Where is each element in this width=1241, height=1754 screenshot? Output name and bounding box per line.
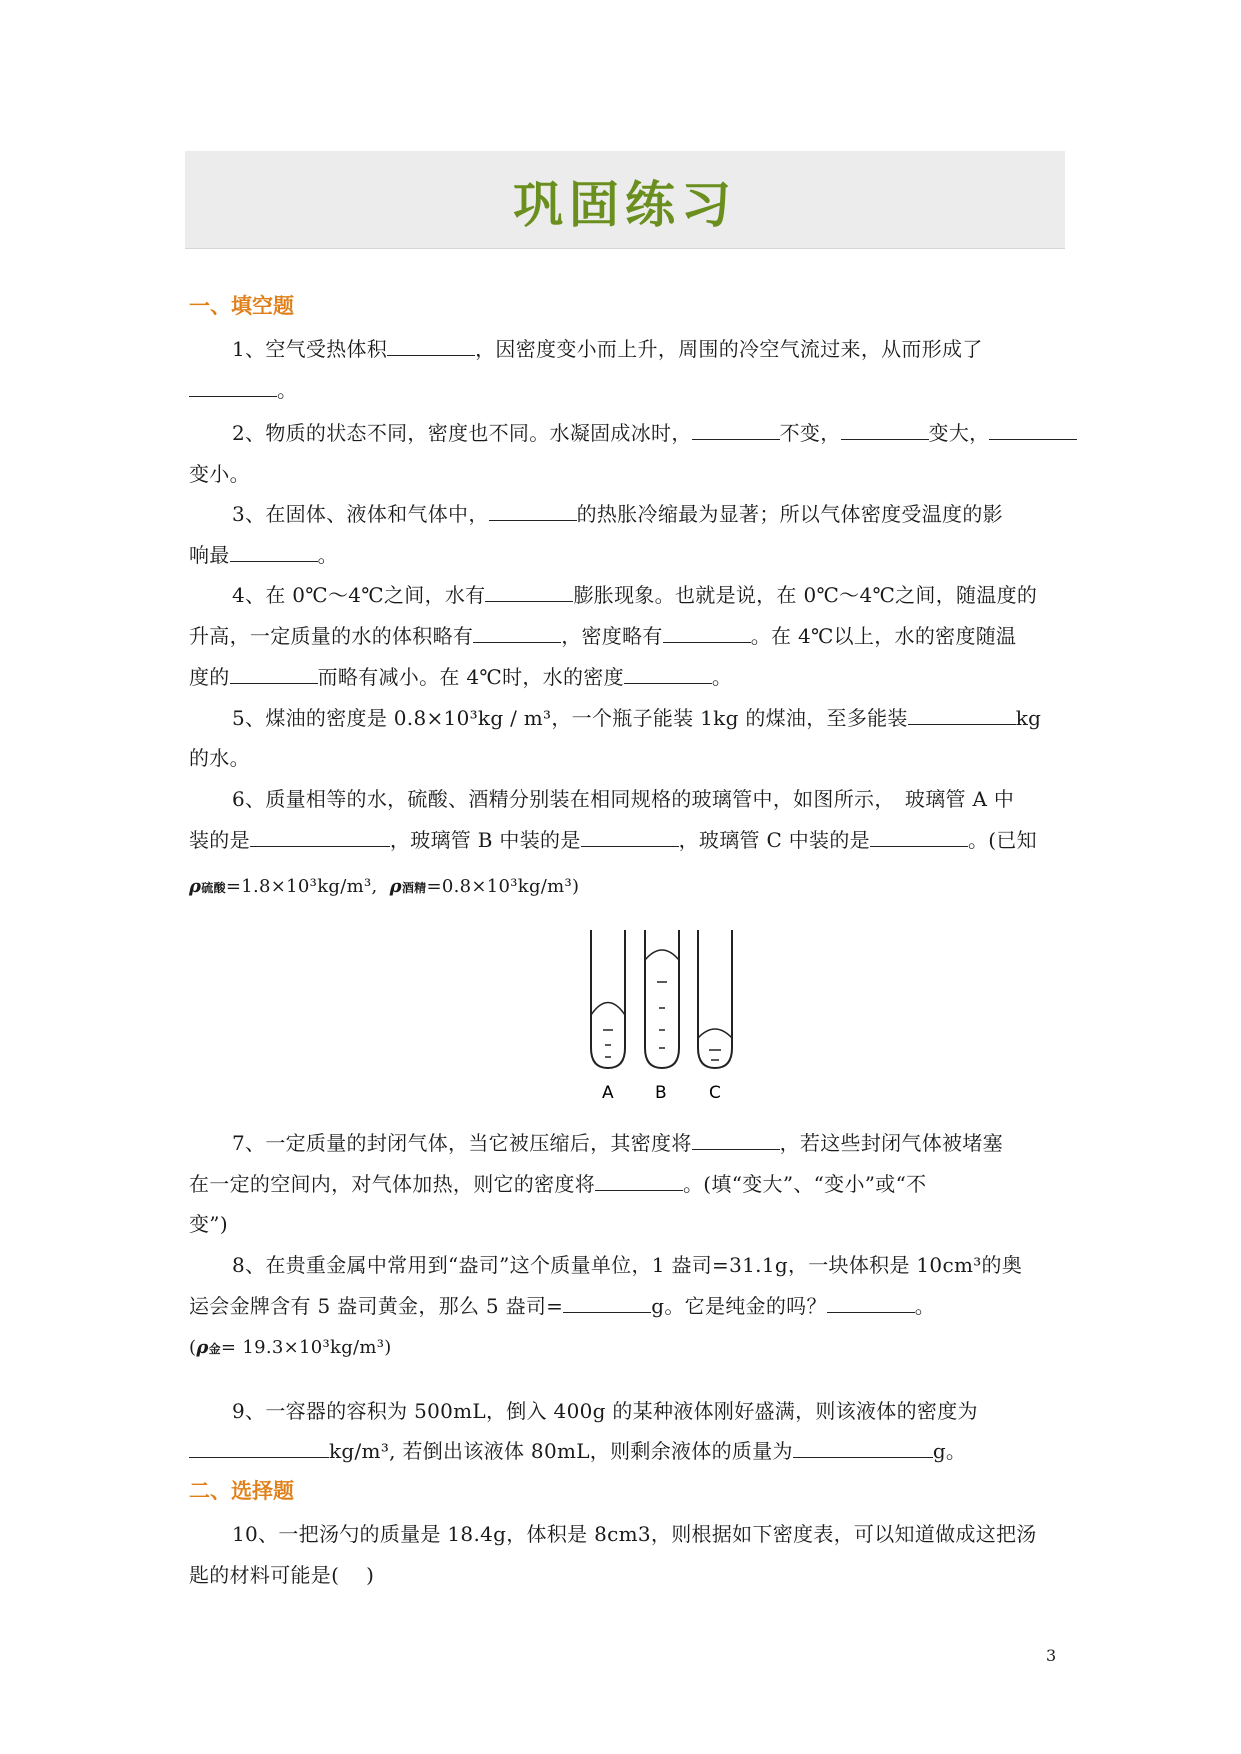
tube-label-a: A: [602, 1083, 614, 1103]
answer-blank[interactable]: [692, 421, 780, 440]
answer-blank[interactable]: [908, 706, 1016, 725]
tube-label-c: C: [709, 1083, 721, 1103]
answer-blank[interactable]: [624, 665, 712, 684]
answer-blank[interactable]: [387, 337, 475, 356]
question-6-line-2: 装的是 ，玻璃管 B 中装的是 ，玻璃管 C 中装的是 。(已知: [189, 828, 1037, 852]
question-3-line-2: 响最 。: [189, 543, 338, 567]
question-4-line-1: 4、在 0℃～4℃之间，水有 膨胀现象。也就是说，在 0℃～4℃之间，随温度的: [232, 583, 1038, 607]
question-5-line-2: 的水。: [189, 746, 250, 770]
answer-blank[interactable]: [189, 378, 277, 397]
answer-blank[interactable]: [250, 828, 390, 847]
answer-blank[interactable]: [841, 421, 929, 440]
question-9-line-2: kg/m³, 若倒出该液体 80mL，则剩余液体的质量为 g。: [189, 1435, 966, 1464]
section-multiple-choice-heading: 二、选择题: [189, 1479, 294, 1503]
answer-blank[interactable]: [793, 1439, 933, 1458]
section-fill-in-blank-heading: 一、填空题: [189, 294, 294, 318]
question-5-line-1: 5、煤油的密度是 0.8×10³kg / m³，一个瓶子能装 1kg 的煤油，至多能装 kg: [232, 706, 1042, 730]
answer-blank[interactable]: [989, 421, 1077, 440]
answer-blank[interactable]: [581, 828, 679, 847]
test-tubes-figure: [585, 930, 735, 1105]
question-4-line-2: 升高，一定质量的水的体积略有 ，密度略有 。在 4℃以上，水的密度随温: [189, 624, 1017, 648]
tube-c: [698, 930, 732, 1068]
question-9-line-1: 9、一容器的容积为 500mL，倒入 400g 的某种液体刚好盛满，则该液体的密度为: [232, 1399, 978, 1423]
question-1-line-2: 。: [189, 374, 297, 403]
answer-blank[interactable]: [663, 624, 751, 643]
question-6-line-1: 6、质量相等的水，硫酸、酒精分别装在相同规格的玻璃管中，如图所示， 玻璃管 A 中: [232, 787, 1015, 811]
liquid-surface-c: [698, 1029, 732, 1038]
liquid-surface-a: [591, 1003, 625, 1016]
question-10-line-2: 匙的材料可能是( ): [189, 1563, 375, 1587]
question-7-line-2: 在一定的空间内，对气体加热，则它的密度将 。(填“变大”、“变小”或“不: [189, 1172, 927, 1196]
tube-a: [591, 930, 625, 1068]
answer-blank[interactable]: [827, 1294, 915, 1313]
answer-blank[interactable]: [489, 502, 577, 521]
title-banner: [185, 151, 1065, 249]
page-number: 3: [1046, 1646, 1057, 1665]
question-3-line-1: 3、在固体、液体和气体中， 的热胀冷缩最为显著；所以气体密度受温度的影: [232, 502, 1003, 526]
answer-blank[interactable]: [189, 1439, 329, 1458]
question-2-line-2: 变小。: [189, 462, 250, 486]
question-8-line-1: 8、在贵重金属中常用到“盎司”这个质量单位，1 盎司=31.1g，一块体积是 10cm³的奥: [232, 1253, 1023, 1277]
rho-symbol: ρ: [196, 1337, 209, 1358]
question-6-line-3: ρ硫酸=1.8×10³kg/m³, ρ酒精=0.8×10³kg/m³): [189, 876, 580, 897]
tube-label-b: B: [655, 1083, 667, 1103]
answer-blank[interactable]: [473, 624, 561, 643]
answer-blank[interactable]: [485, 583, 573, 602]
answer-blank[interactable]: [692, 1131, 780, 1150]
question-1-line-1: 1、空气受热体积 ，因密度变小而上升，周围的冷空气流过来，从而形成了: [232, 337, 983, 361]
question-10-line-1: 10、一把汤勺的质量是 18.4g，体积是 8cm3，则根据如下密度表，可以知道做成这把汤: [232, 1522, 1037, 1546]
liquid-surface-b: [645, 950, 679, 960]
answer-blank[interactable]: [230, 665, 318, 684]
answer-blank[interactable]: [563, 1294, 651, 1313]
question-7-line-1: 7、一定质量的封闭气体，当它被压缩后，其密度将 ，若这些封闭气体被堵塞: [232, 1131, 1003, 1155]
page-title: 巩固练习: [513, 176, 737, 234]
question-4-line-3: 度的 而略有减小。在 4℃时，水的密度 。: [189, 665, 733, 689]
question-7-line-3: 变”): [189, 1212, 228, 1236]
answer-blank[interactable]: [870, 828, 968, 847]
answer-blank[interactable]: [230, 543, 318, 562]
rho-symbol: ρ: [189, 876, 202, 897]
question-8-line-3: (ρ金= 19.3×10³kg/m³): [189, 1337, 392, 1358]
question-8-line-2: 运会金牌含有 5 盎司黄金，那么 5 盎司= g。它是纯金的吗？ 。: [189, 1294, 936, 1318]
question-2-line-1: 2、物质的状态不同，密度也不同。水凝固成冰时， 不变， 变大，: [232, 417, 1077, 446]
answer-blank[interactable]: [595, 1172, 683, 1191]
rho-symbol: ρ: [389, 876, 402, 897]
